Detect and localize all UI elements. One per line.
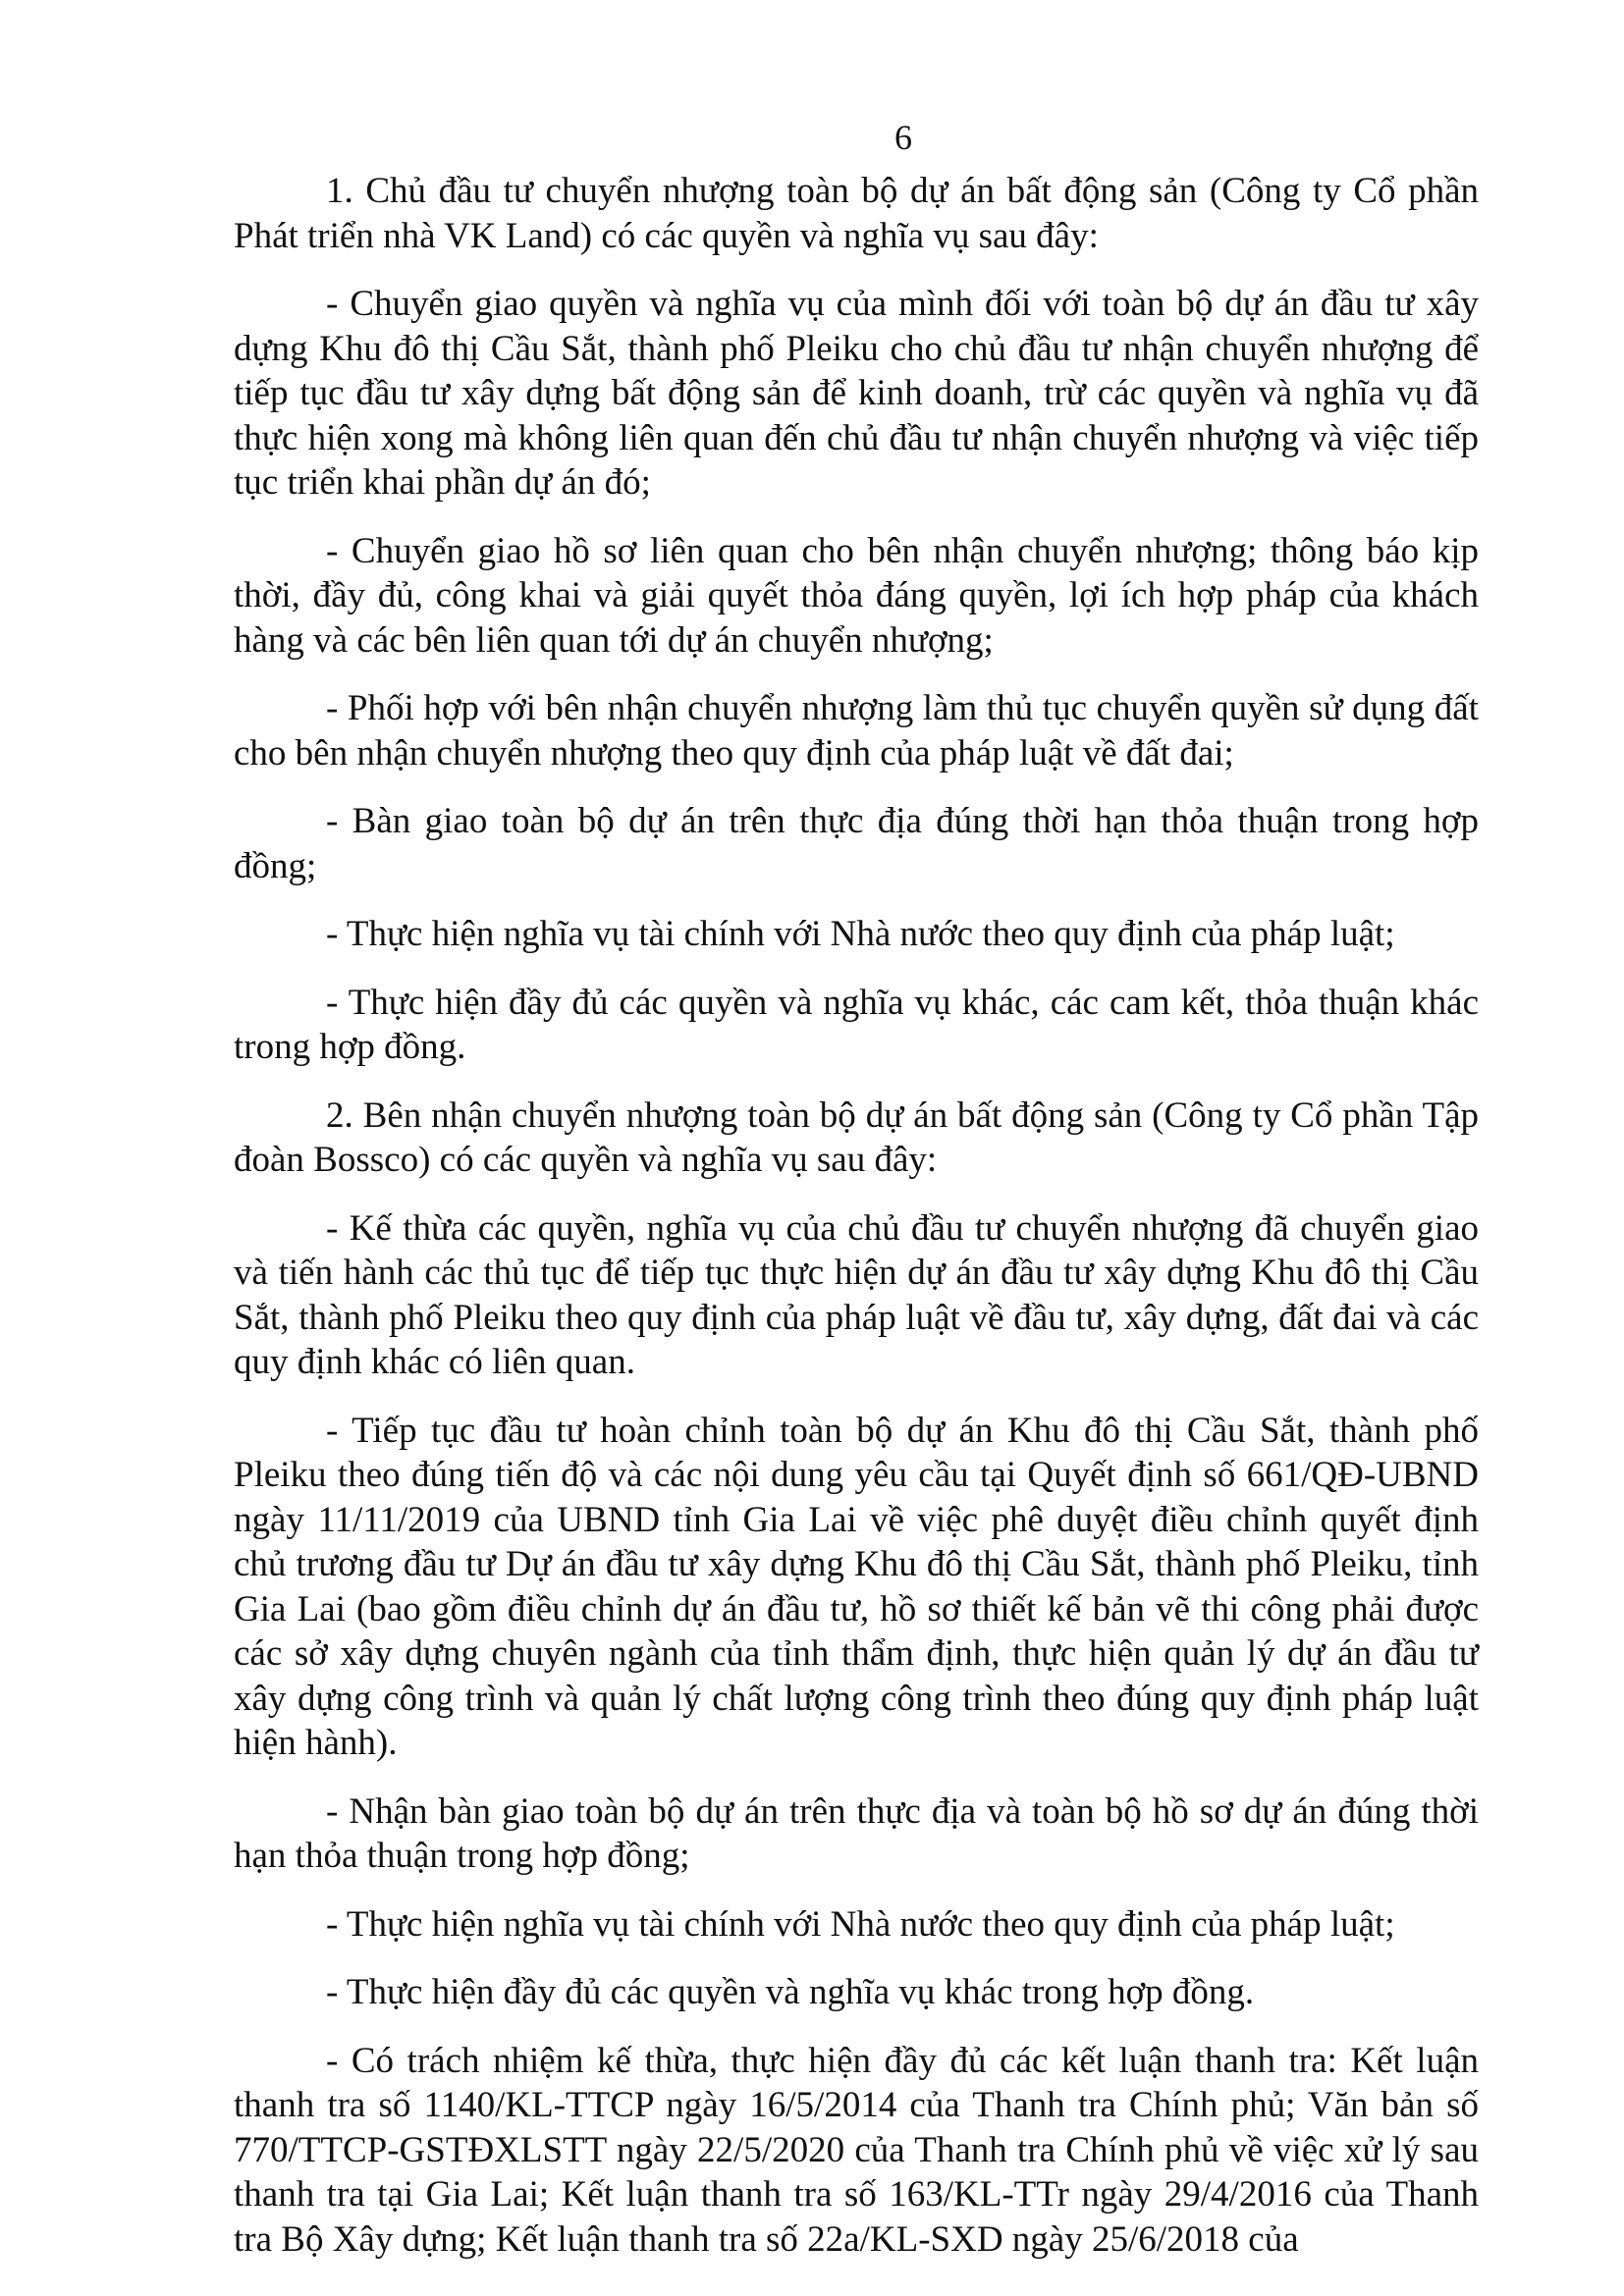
paragraph-section-1-heading: 1. Chủ đầu tư chuyển nhượng toàn bộ dự án bất động sản (Công ty Cổ phần Phát triển nhà VK Land) có các quyền và nghĩa vụ sau đây: [234,171,1479,256]
paragraph-handover-project: - Bàn giao toàn bộ dự án trên thực địa đúng thời hạn thỏa thuận trong hợp đồng; [234,801,1479,886]
paragraph-receive-handover: - Nhận bàn giao toàn bộ dự án trên thực địa và toàn bộ hồ sơ dự án đúng thời hạn thỏa thuận trong hợp đồng; [234,1790,1479,1876]
paragraph-section-2-heading: 2. Bên nhận chuyển nhượng toàn bộ dự án bất động sản (Công ty Cổ phần Tập đoàn Bossco) có các quyền và nghĩa vụ sau đây: [234,1095,1479,1180]
paragraph-transfer-rights: - Chuyển giao quyền và nghĩa vụ của mình đối với toàn bộ dự án đầu tư xây dựng Khu đô thị Cầu Sắt, thành phố Pleiku cho chủ đầu tư nhận chuyển nhượng để tiếp tục đầu tư xây dựng bất động sản để kinh doanh, trừ các quyền và nghĩa vụ đã thực hiện xong mà không liên quan đến chủ đầu tư nhận chuyển nhượng và việc tiếp tục triển khai phần dự án đó; [234,284,1479,503]
page-number: 6 [894,118,912,157]
paragraph-inherit-rights: - Kế thừa các quyền, nghĩa vụ của chủ đầu tư chuyển nhượng đã chuyển giao và tiến hành các thủ tục để tiếp tục thực hiện dự án đầu tư xây dựng Khu đô thị Cầu Sắt, thành phố Pleiku theo quy định của pháp luật về đầu tư, xây dựng, đất đai và các quy định khác có liên quan. [234,1207,1479,1382]
paragraph-transfer-records: - Chuyển giao hồ sơ liên quan cho bên nhận chuyển nhượng; thông báo kịp thời, đầy đủ, công khai và giải quyết thỏa đáng quyền, lợi ích hợp pháp của khách hàng và các bên liên quan tới dự án chuyển nhượng; [234,530,1479,661]
paragraph-receiver-other-obligations: - Thực hiện đầy đủ các quyền và nghĩa vụ khác trong hợp đồng. [326,1972,1255,2012]
paragraph-inspection-conclusions: - Có trách nhiệm kế thừa, thực hiện đầy đủ các kết luận thanh tra: Kết luận thanh tra số 1140/KL-TTCP ngày 16/5/2014 của Thanh tra Chính phủ; Văn bản số 770/TTCP-GSTĐXLSTT ngày 22/5/2020 của Thanh tra Chính phủ về việc xử lý sau thanh tra tại Gia Lai; Kết luận thanh tra số 163/KL-TTr ngày 29/4/2016 của Thanh tra Bộ Xây dựng; Kết luận thanh tra số 22a/KL-SXD ngày 25/6/2018 của [234,2040,1479,2260]
paragraph-land-procedures: - Phối hợp với bên nhận chuyển nhượng làm thủ tục chuyển quyền sử dụng đất cho bên nhận chuyển nhượng theo quy định của pháp luật về đất đai; [234,688,1479,774]
paragraph-other-obligations: - Thực hiện đầy đủ các quyền và nghĩa vụ khác, các cam kết, thỏa thuận khác trong hợp đồng. [234,982,1479,1067]
paragraph-continue-investment: - Tiếp tục đầu tư hoàn chỉnh toàn bộ dự án Khu đô thị Cầu Sắt, thành phố Pleiku theo đúng tiến độ và các nội dung yêu cầu tại Quyết định số 661/QĐ-UBND ngày 11/11/2019 của UBND tỉnh Gia Lai về việc phê duyệt điều chỉnh quyết định chủ trương đầu tư Dự án đầu tư xây dựng Khu đô thị Cầu Sắt, thành phố Pleiku, tỉnh Gia Lai (bao gồm điều chỉnh dự án đầu tư, hồ sơ thiết kế bản vẽ thi công phải được các sở xây dựng chuyên ngành của tỉnh thẩm định, thực hiện quản lý dự án đầu tư xây dựng công trình và quản lý chất lượng công trình theo đúng quy định pháp luật hiện hành). [234,1410,1479,1763]
paragraph-receiver-financial-obligations: - Thực hiện nghĩa vụ tài chính với Nhà nước theo quy định của pháp luật; [326,1903,1395,1945]
paragraph-financial-obligations: - Thực hiện nghĩa vụ tài chính với Nhà nước theo quy định của pháp luật; [326,914,1395,954]
document-body [234,169,1479,2285]
